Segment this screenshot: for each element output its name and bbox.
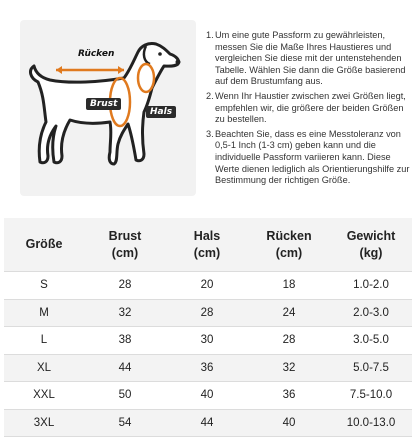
cell-weight: 7.5-10.0	[330, 389, 412, 401]
neck-label: Hals	[146, 106, 176, 118]
back-arrow-left-icon	[56, 66, 62, 74]
cell-neck: 36	[166, 362, 248, 374]
cell-neck: 44	[166, 417, 248, 429]
header-chest: Brust (cm)	[84, 228, 166, 262]
cell-chest: 54	[84, 417, 166, 429]
cell-chest: 32	[84, 307, 166, 319]
table-row	[4, 382, 412, 410]
cell-weight: 1.0-2.0	[330, 279, 412, 291]
table-row	[4, 272, 412, 300]
back-label: Rücken	[78, 49, 114, 59]
size-table	[4, 218, 412, 414]
note-item	[206, 129, 412, 187]
cell-neck: 40	[166, 389, 248, 401]
cell-back: 28	[248, 334, 330, 346]
cell-size: XL	[4, 362, 84, 374]
table-row	[4, 327, 412, 355]
dog-measurement-diagram	[20, 20, 196, 196]
cell-size: 3XL	[4, 417, 84, 429]
cell-size: S	[4, 279, 84, 291]
cell-weight: 10.0-13.0	[330, 417, 412, 429]
cell-chest: 44	[84, 362, 166, 374]
table-header-row	[4, 218, 412, 272]
cell-back: 32	[248, 362, 330, 374]
info-section	[0, 0, 416, 218]
note-text: Beachten Sie, dass es eine Messtoleranz von 0,5-1 Inch (1-3 cm) geben kann und die individuelle Passform variieren kann. Diese Werte dienen lediglich als Orientierungshilfe zur Bestimmung der richtigen Größe.	[215, 129, 412, 187]
cell-neck: 30	[166, 334, 248, 346]
cell-back: 36	[248, 389, 330, 401]
header-back: Rücken (cm)	[248, 228, 330, 262]
dog-eye	[158, 52, 162, 56]
note-number: 3.	[206, 129, 215, 187]
note-text: Um eine gute Passform zu gewährleisten, messen Sie die Maße Ihres Haustieres und vergleichen Sie diese mit der untenstehenden Tabelle. Wählen Sie dann die Größe basierend auf dem Brustumfang aus.	[215, 30, 412, 88]
cell-back: 18	[248, 279, 330, 291]
table-row	[4, 355, 412, 383]
cell-neck: 20	[166, 279, 248, 291]
cell-chest: 50	[84, 389, 166, 401]
note-text: Wenn Ihr Haustier zwischen zwei Größen liegt, empfehlen wir, die größere der beiden Größen zu bestellen.	[215, 91, 412, 126]
cell-weight: 5.0-7.5	[330, 362, 412, 374]
cell-neck: 28	[166, 307, 248, 319]
cell-size: XXL	[4, 389, 84, 401]
cell-size: L	[4, 334, 84, 346]
table-row	[4, 300, 412, 328]
note-item	[206, 91, 412, 126]
dog-nose	[176, 60, 181, 65]
header-size: Größe	[4, 236, 84, 253]
header-neck: Hals (cm)	[166, 228, 248, 262]
cell-chest: 38	[84, 334, 166, 346]
cell-weight: 2.0-3.0	[330, 307, 412, 319]
chest-label: Brust	[86, 98, 121, 110]
note-item	[206, 30, 412, 88]
cell-back: 40	[248, 417, 330, 429]
cell-back: 24	[248, 307, 330, 319]
table-row	[4, 410, 412, 437]
note-number: 1.	[206, 30, 215, 88]
note-number: 2.	[206, 91, 215, 126]
cell-size: M	[4, 307, 84, 319]
header-weight: Gewicht (kg)	[330, 228, 412, 262]
back-arrow-right-icon	[118, 66, 124, 74]
cell-weight: 3.0-5.0	[330, 334, 412, 346]
cell-chest: 28	[84, 279, 166, 291]
sizing-notes	[206, 30, 412, 190]
